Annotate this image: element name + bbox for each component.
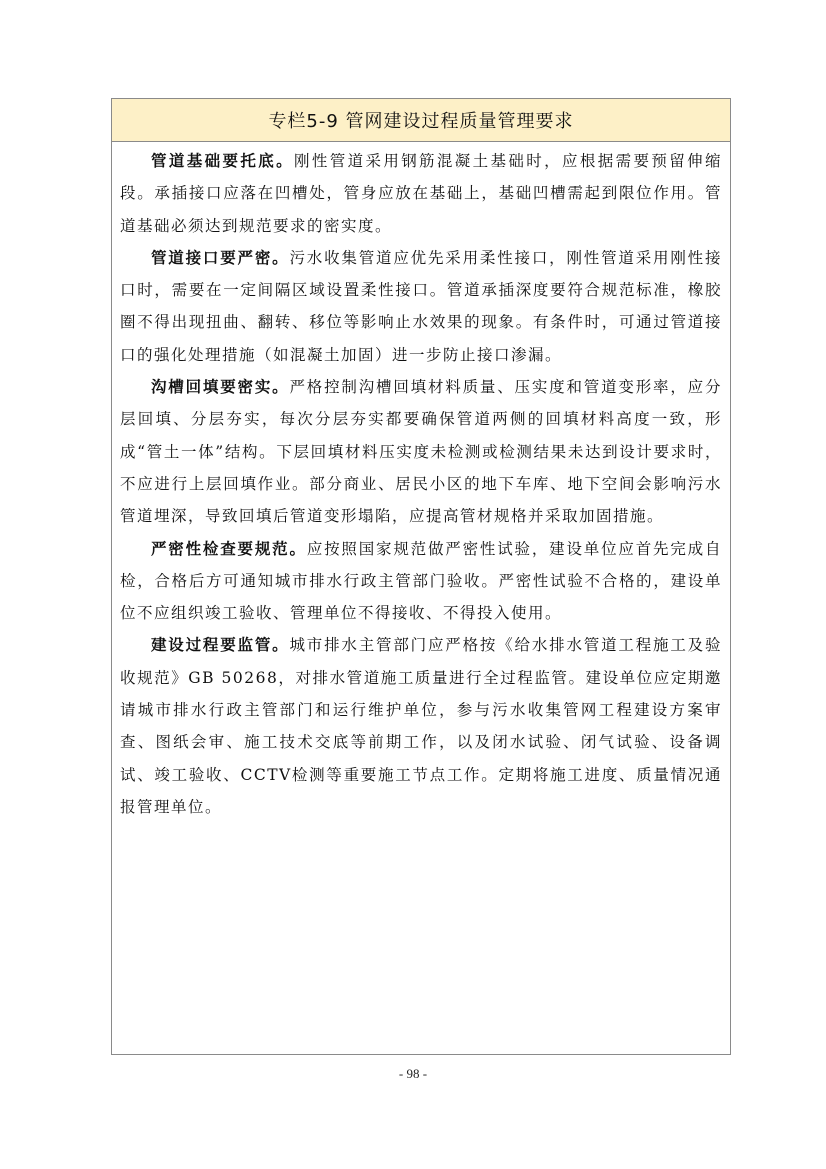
paragraph-lead: 严密性检查要规范。 xyxy=(151,539,307,558)
paragraph-lead: 管道接口要严密。 xyxy=(151,248,290,267)
column-body xyxy=(112,142,730,823)
paragraph-text: 刚性管道采用钢筋混凝土基础时，应根据需要预留伸缩段。承插接口应落在凹槽处，管身应放在基础上，基础凹槽需起到限位作用。管道基础必须达到规范要求的密实度。 xyxy=(120,152,722,235)
column-title: 专栏5-9 管网建设过程质量管理要求 xyxy=(112,99,730,142)
paragraph-lead: 建设过程要监管。 xyxy=(151,636,290,655)
paragraph-text: 应按照国家规范做严密性试验，建设单位应首先完成自检，合格后方可通知城市排水行政主管部门验收。严密性试验不合格的，建设单位不应组织竣工验收、管理单位不得接收、不得投入使用。 xyxy=(120,539,722,623)
paragraph-tightness-check xyxy=(120,533,722,630)
paragraph-trench-backfill xyxy=(120,371,722,532)
paragraph-text: 城市排水主管部门应严格按《给水排水管道工程施工及验收规范》GB 50268，对排水管道施工质量进行全过程监管。建设单位应定期邀请城市排水行政主管部门和运行维护单位，参与污水收集管网工程建设方案审查、图纸会审、施工技术交底等前期工作，以及闭水试验、闭气试验、设备调试、竣工验收、CCTV检测等重要施工节点工作。定期将施工进度、质量情况通报管理单位。 xyxy=(120,636,722,816)
paragraph-lead: 管道基础要托底。 xyxy=(151,152,294,170)
paragraph-pipe-foundation xyxy=(120,145,722,242)
paragraph-pipe-joint xyxy=(120,242,722,371)
paragraph-construction-supervision xyxy=(120,629,722,823)
paragraph-text: 污水收集管道应优先采用柔性接口，刚性管道采用刚性接口时，需要在一定间隔区域设置柔性接口。管道承插深度要符合规范标准，橡胶圈不得出现扭曲、翻转、移位等影响止水效果的现象。有条件时，可通过管道接口的强化处理措施（如混凝土加固）进一步防止接口渗漏。 xyxy=(120,248,722,364)
page-number: - 98 - xyxy=(398,1066,428,1081)
paragraph-text: 严格控制沟槽回填材料质量、压实度和管道变形率，应分层回填、分层夯实，每次分层夯实都要确保管道两侧的回填材料高度一致，形成“管土一体”结构。下层回填材料压实度未检测或检测结果未达到设计要求时，不应进行上层回填作业。部分商业、居民小区的地下车库、地下空间会影响污水管道埋深，导致回填后管道变形塌陷，应提高管材规格并采取加固措施。 xyxy=(120,378,722,526)
column-box xyxy=(111,98,731,1055)
paragraph-lead: 沟槽回填要密实。 xyxy=(151,378,290,397)
